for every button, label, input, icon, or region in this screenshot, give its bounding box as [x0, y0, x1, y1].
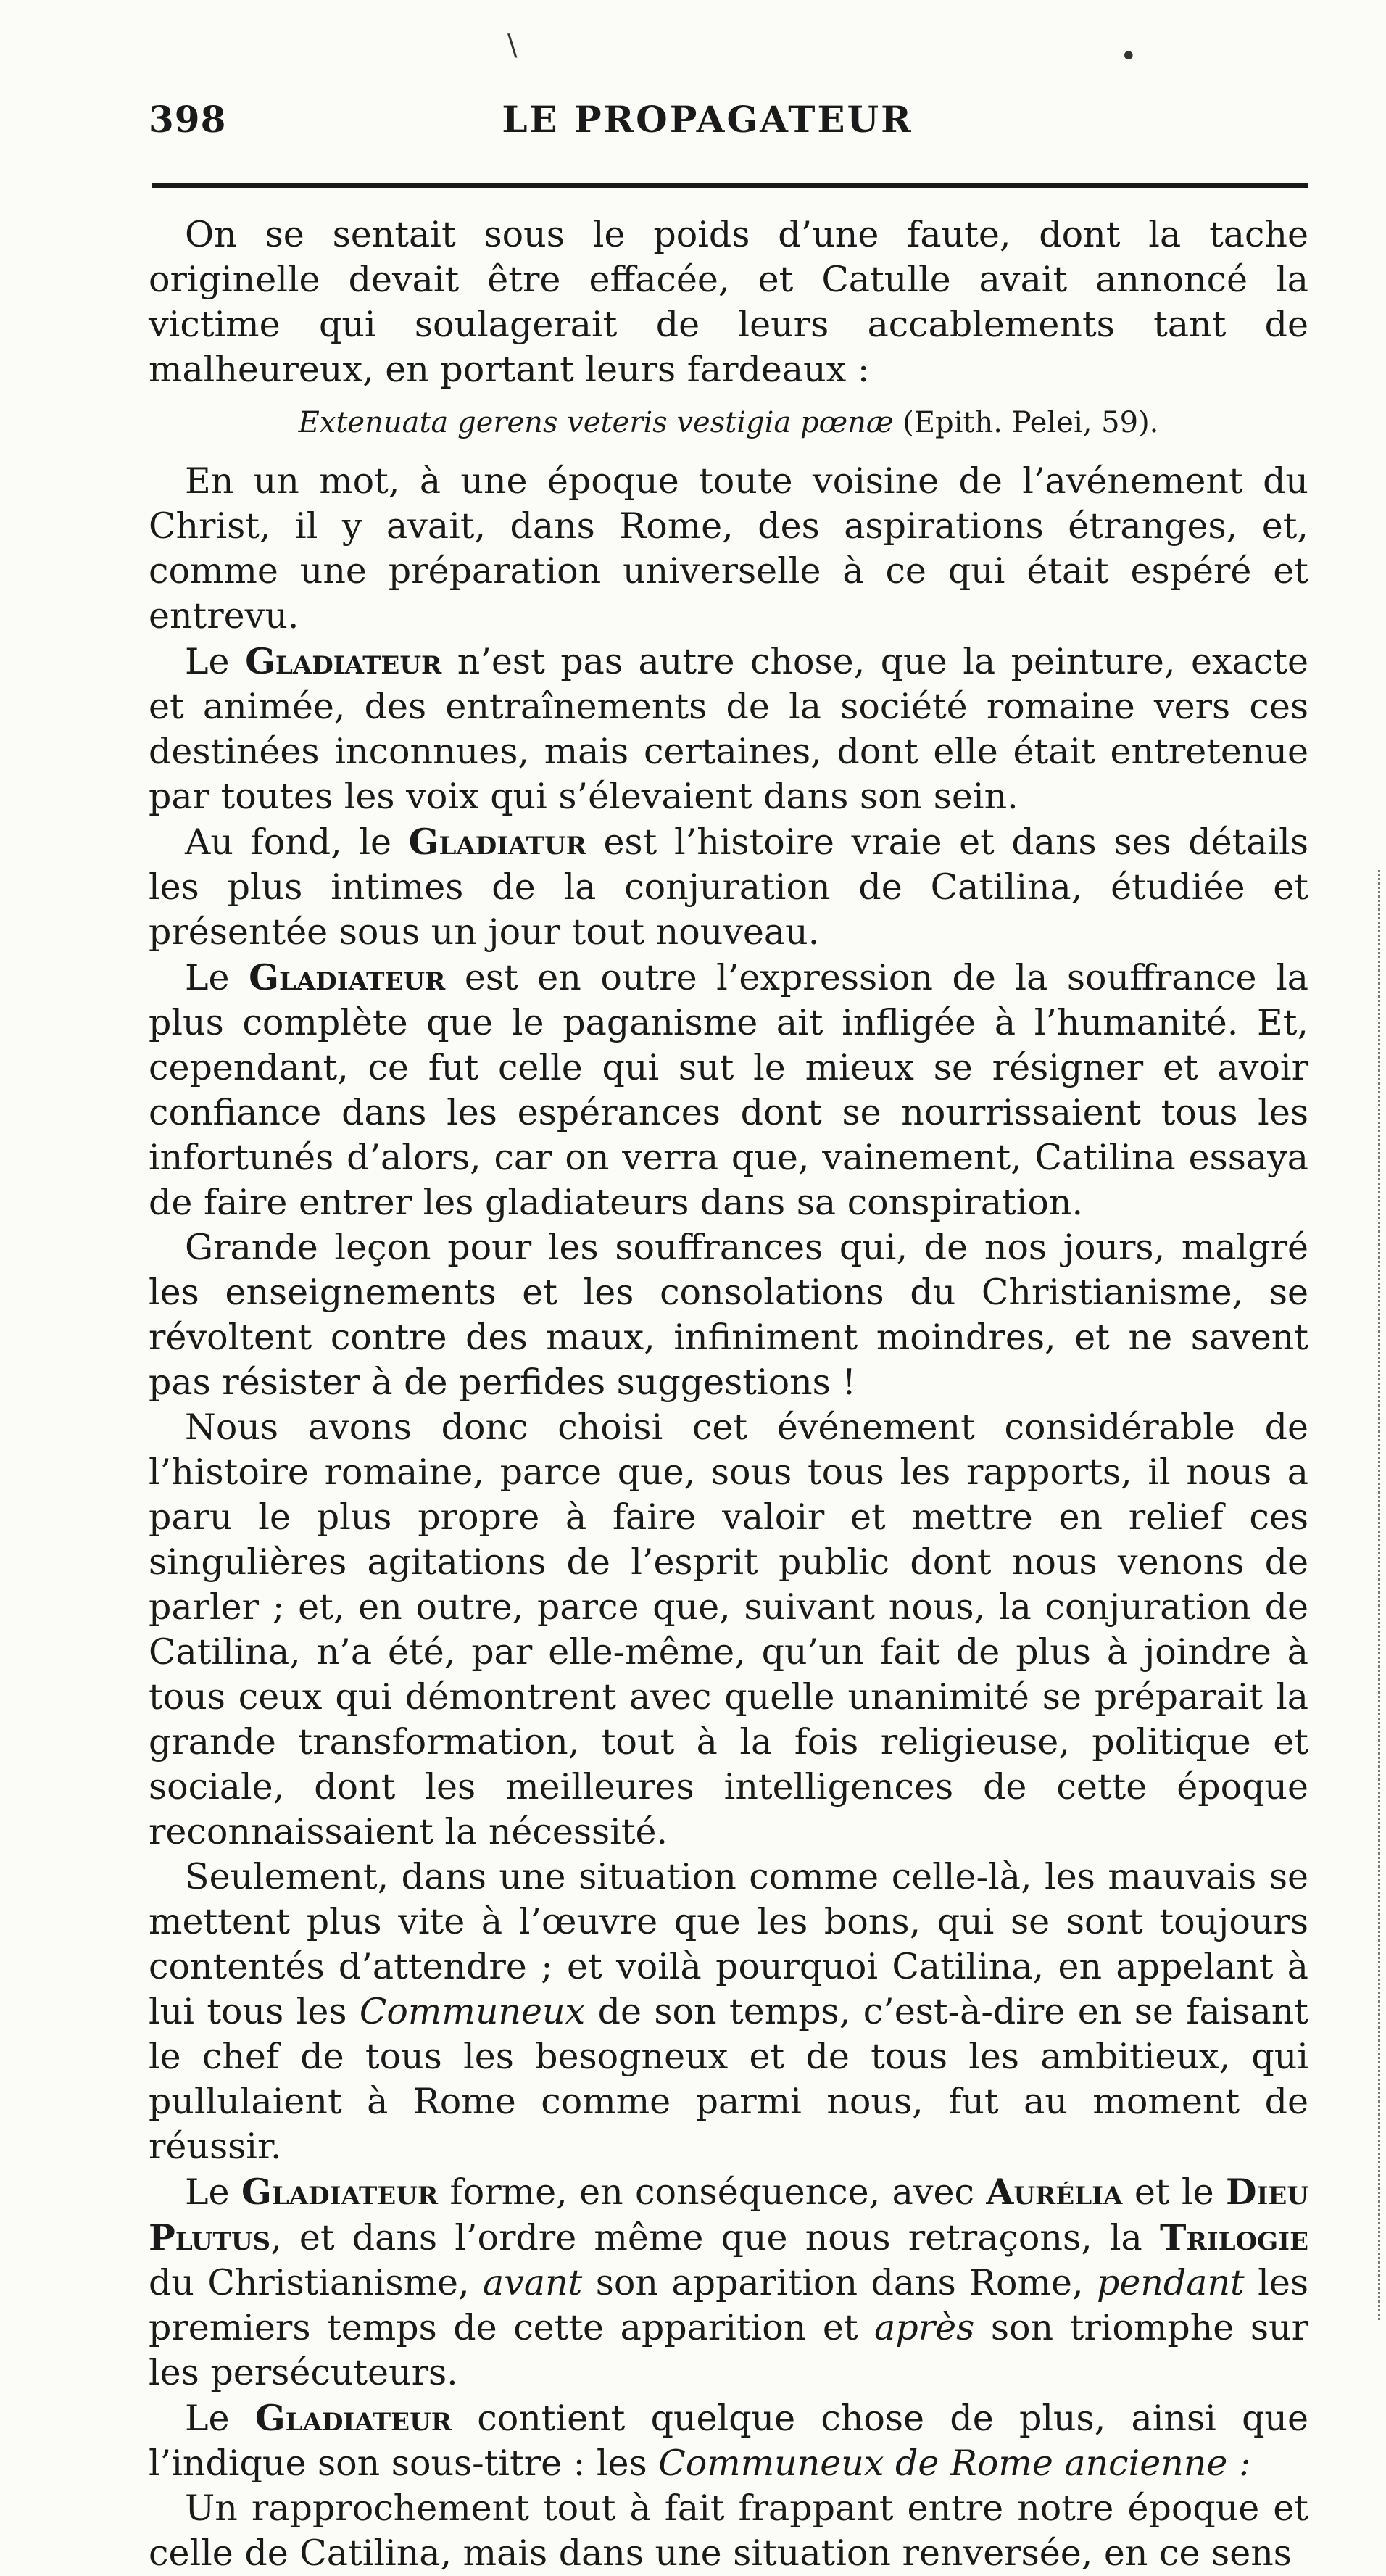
- paragraph: Nous avons donc choisi cet événement considérable de l’histoire romaine, parce que, sous tous les rapports, il nous a paru le plus propre à faire valoir et mettre en relief ces singulières agitations de l’esprit public dont nous venons de parler ; et, en outre, parce que, suivant nous, la conjuration de Catilina, n’a été, par elle-même, qu’un fait de plus à joindre à tous ceux qui démontrent avec quelle unanimité se préparait la grande transformation, tout à la fois religieuse, politique et sociale, dont les meilleures intelligences de cette époque reconnaissaient la nécessité.: [149, 1407, 1308, 1852]
- title-aurelia: Aurélia: [986, 2171, 1123, 2213]
- title-gladiateur: Gladiateur: [249, 956, 446, 998]
- text-run: contient quelque chose de plus, ainsi que l’indique son sous-titre : les: [149, 2398, 1308, 2484]
- text-run: son triomphe sur les persécuteurs.: [149, 2307, 1308, 2393]
- text-run: de son temps, c’est-à-dire en se faisant le chef de tous les besogneux et de tous les ambitieux, qui pullulaient à Rome comme parmi nous, fut au moment de réussir.: [149, 1991, 1308, 2167]
- text-run: Le: [185, 2171, 241, 2213]
- header-rule: [152, 183, 1308, 188]
- text-run: du Christianisme,: [149, 2262, 484, 2303]
- text-run: les premiers temps de cette apparition et: [149, 2262, 1308, 2348]
- paragraph: En un mot, à une époque toute voisine de l’avénement du Christ, il y avait, dans Rome, des aspirations étranges, et, comme une préparation universelle à ce qui était espéré et entrevu.: [149, 460, 1308, 637]
- text-run: Le: [185, 957, 249, 998]
- body-text: [149, 212, 1308, 2576]
- title-dieu-plutus: Dieu Plutus: [149, 2171, 1308, 2258]
- emphasis-apres: après: [874, 2307, 975, 2348]
- paragraph: [149, 955, 1308, 1225]
- title-trilogie: Trilogie: [1159, 2216, 1308, 2258]
- title-gladiateur: Gladiateur: [245, 640, 442, 682]
- paragraph: [149, 819, 1308, 955]
- page-number: 398: [149, 98, 227, 141]
- text-run: et le: [1122, 2171, 1227, 2213]
- text-run: n’est pas autre chose, que la peinture, exacte et animée, des entraînements de la société romaine vers ces destinées inconnues, mais certaines, dont elle était entretenue par toutes les voix qui s’élevaient dans son sein.: [149, 641, 1308, 817]
- text-run: Le: [185, 2398, 255, 2439]
- text-run: Le: [185, 641, 246, 682]
- title-gladiateur: Gladiateur: [254, 2397, 452, 2439]
- term-communeux: Communeux: [359, 1991, 586, 2032]
- title-gladiateur: Gladiatur: [408, 821, 586, 863]
- paragraph: Grande leçon pour les souffrances qui, de nos jours, malgré les enseignements et les consolations du Christianisme, se révoltent contre des maux, infiniment moindres, et ne savent pas résister à de perfides suggestions !: [149, 1227, 1308, 1403]
- epigraph-quote: [149, 402, 1308, 443]
- text-run: Seulement, dans une situation comme celle-là, les mauvais se mettent plus vite à l’œuvre que les bons, qui se sont toujours contentés d’attendre ; et voilà pourquoi Catilina, en appelant à lui tous les: [149, 1856, 1308, 2032]
- text-run: est en outre l’expression de la souffrance la plus complète que le paganisme ait infligée à l’humanité. Et, cependant, ce fut celle qui sut le mieux se résigner et avoir confiance dans les espérances dont se nourrissaient tous les infortunés d’alors, car on verra que, vainement, Catilina essaya de faire entrer les gladiateurs dans sa conspiration.: [149, 957, 1308, 1223]
- paragraph: Un rapprochement tout à fait frappant entre notre époque et celle de Catilina, mais dans une situation renversée, en ce sens: [149, 2488, 1308, 2574]
- title-gladiateur: Gladiateur: [241, 2171, 439, 2213]
- emphasis-pendant: pendant: [1097, 2262, 1245, 2303]
- text-run: est l’histoire vraie et dans ses détails les plus intimes de la conjuration de Catilina, étudiée et présentée sous un jour tout nouveau.: [149, 821, 1308, 953]
- scan-edge: [1375, 870, 1380, 2320]
- text-run: son apparition dans Rome,: [582, 2262, 1097, 2303]
- emphasis-avant: avant: [483, 2262, 583, 2303]
- text-run: forme, en conséquence, avec: [438, 2171, 987, 2213]
- subtitle-communeux: Communeux de Rome ancienne :: [658, 2443, 1251, 2484]
- text-run: , et dans l’ordre même que nous retraçons, la: [270, 2217, 1160, 2258]
- stray-dot: •: [1120, 40, 1137, 73]
- paragraph: On se sentait sous le poids d’une faute, dont la tache originelle devait être effacée, et Catulle avait annoncé la victime qui soulagerait de leurs accablements tant de malheureux, en portant leurs fardeaux :: [149, 214, 1308, 390]
- paragraph: [149, 639, 1308, 819]
- running-head: LE PROPAGATEUR: [502, 98, 913, 141]
- quote-source: (Epith. Pelei, 59).: [902, 406, 1159, 439]
- quote-latin: Extenuata gerens veteris vestigia pœnæ: [298, 406, 894, 439]
- stray-mark: \: [507, 29, 518, 62]
- paragraph: [149, 2169, 1308, 2395]
- paragraph: [149, 1855, 1308, 2169]
- text-run: Au fond, le: [185, 821, 409, 863]
- paragraph: [149, 2395, 1308, 2486]
